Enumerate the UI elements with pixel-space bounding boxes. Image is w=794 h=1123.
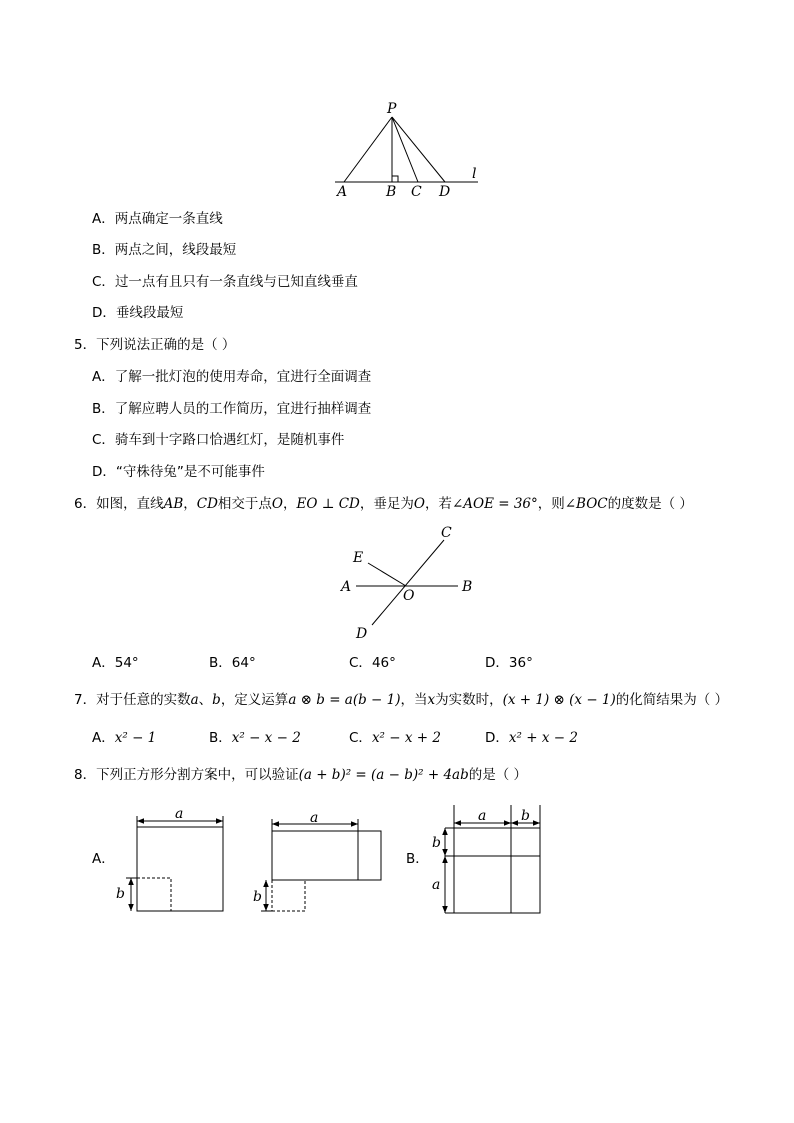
q8-option-a-label: A． [92, 851, 115, 867]
label-O: O [403, 588, 415, 604]
q7-option-a: A．x² − 1 [92, 730, 157, 746]
q7-stem: 7．对于任意的实数a、b，定义运算a ⊗ b = a(b − 1)，当x为实数时，(x + 1) ⊗ (x − 1)的化简结果为（ ） [74, 692, 729, 708]
q5-option-c: C．骑车到十字路口恰遇红灯，是随机事件 [92, 432, 345, 448]
q6-option-d: D．36° [485, 655, 533, 671]
q6-option-b: B．64° [209, 655, 256, 671]
q7-option-d: D．x² + x − 2 [485, 730, 578, 746]
label-b: b [521, 808, 530, 824]
q8-stem: 8．下列正方形分割方案中，可以验证(a + b)² = (a − b)² + 4ab的是（ ） [74, 767, 528, 783]
label-b: b [116, 886, 125, 902]
q7-option-b: B．x² − x − 2 [209, 730, 301, 746]
q4-option-d: D．垂线段最短 [92, 305, 184, 321]
q6-option-c: C．46° [349, 655, 396, 671]
q5-stem: 5．下列说法正确的是（ ） [74, 337, 236, 353]
label-b: b [432, 835, 441, 851]
label-B: B [386, 184, 397, 200]
label-P: P [387, 101, 397, 117]
q5-option-b: B．了解应聘人员的工作简历，宜进行抽样调查 [92, 401, 372, 417]
label-D: D [439, 184, 451, 200]
q6-option-a: A．54° [92, 655, 139, 671]
q5-option-a: A．了解一批灯泡的使用寿命，宜进行全面调查 [92, 369, 372, 385]
q8-option-b-label: B． [406, 851, 429, 867]
label-B: B [462, 579, 473, 595]
label-E: E [353, 550, 364, 566]
label-D: D [356, 626, 368, 642]
q5-option-d: D．“守株待兔”是不可能事件 [92, 464, 265, 480]
q7-option-c: C．x² − x + 2 [349, 730, 441, 746]
label-b: b [253, 889, 262, 905]
label-A: A [337, 184, 348, 200]
label-C: C [441, 525, 452, 541]
label-l: l [472, 166, 477, 182]
label-C: C [411, 184, 422, 200]
label-A: A [341, 579, 352, 595]
q6-stem: 6．如图，直线AB，CD相交于点O，EO ⊥ CD，垂足为O，若∠AOE = 36°，则∠BOC的度数是（ ） [74, 496, 693, 512]
label-a: a [478, 808, 487, 824]
q4-option-a: A．两点确定一条直线 [92, 211, 223, 227]
q4-option-b: B．两点之间，线段最短 [92, 242, 237, 258]
label-a: a [310, 810, 319, 826]
label-a: a [432, 877, 441, 893]
label-a: a [175, 806, 184, 822]
q4-option-c: C．过一点有且只有一条直线与已知直线垂直 [92, 274, 358, 290]
